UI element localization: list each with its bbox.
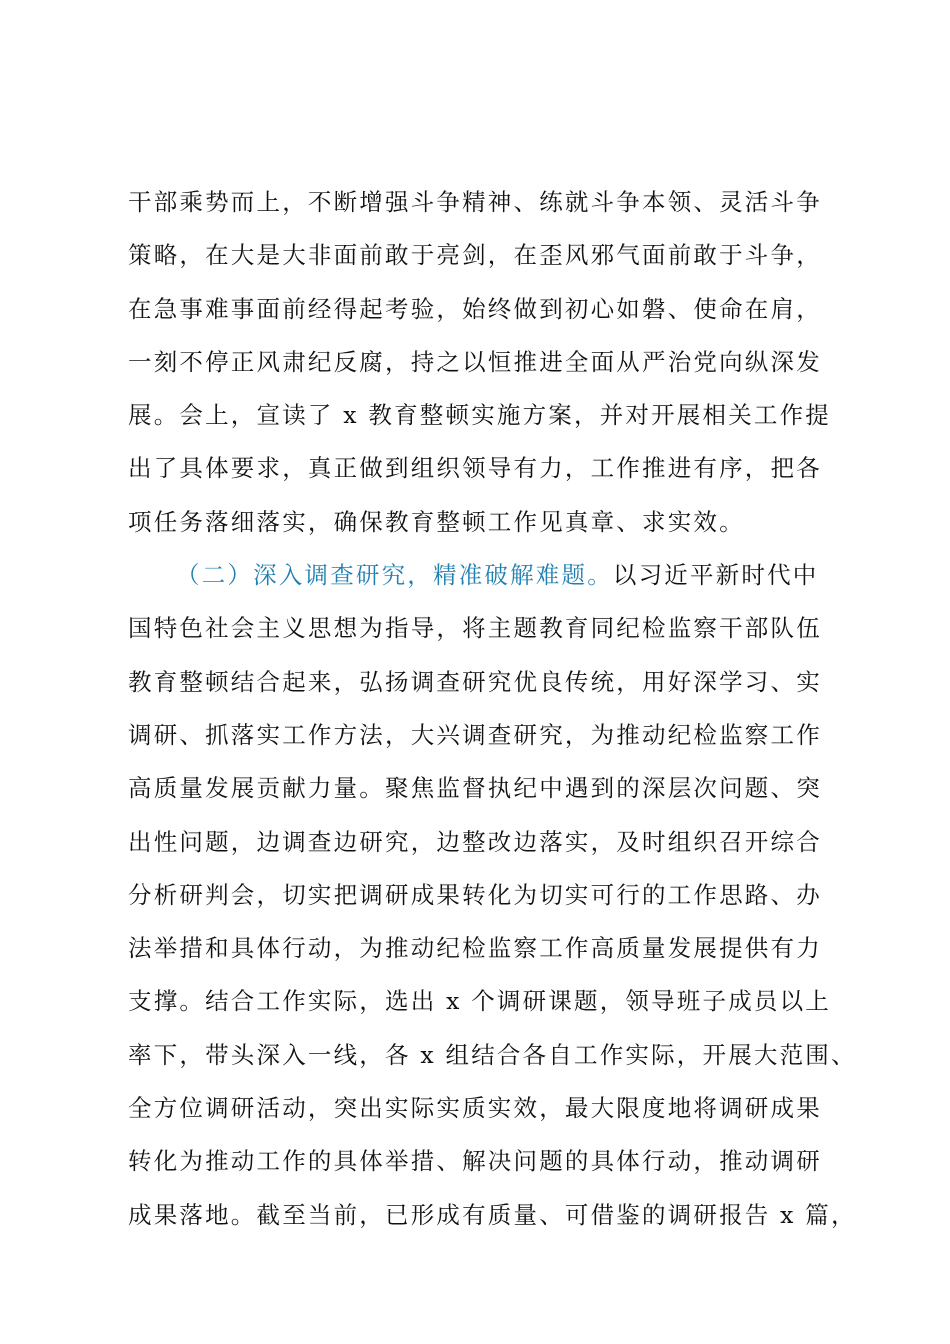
section-2-heading: （二）深入调查研究，精准破解难题。	[176, 561, 613, 590]
section-2-first-line-text: 以习近平新时代中	[612, 561, 819, 590]
text-line: 项任务落细落实，确保教育整顿工作见真章、求实效。	[128, 507, 745, 536]
text-line: 高质量发展贡献力量。聚焦监督执纪中遇到的深层次问题、突	[128, 774, 822, 803]
text-line: 调研、抓落实工作方法，大兴调查研究，为推动纪检监察工作	[128, 720, 822, 749]
text-line: 出了具体要求，真正做到组织领导有力，工作推进有序，把各	[128, 454, 822, 483]
section-2-paragraph	[128, 549, 857, 1242]
text-line: 策略，在大是大非面前敢于亮剑，在歪风邪气面前敢于斗争，	[128, 241, 822, 270]
text-line: 转化为推动工作的具体举措、解决问题的具体行动，推动调研	[128, 1147, 822, 1176]
document-body	[128, 176, 857, 1242]
text-line: 全方位调研活动，突出实际实质实效，最大限度地将调研成果	[128, 1094, 822, 1123]
text-line: 成果落地。截至当前，已形成有质量、可借鉴的调研报告 x 篇，	[128, 1200, 857, 1229]
text-line: 法举措和具体行动，为推动纪检监察工作高质量发展提供有力	[128, 934, 822, 963]
paragraph-continuation	[128, 176, 848, 549]
text-line: 教育整顿结合起来，弘扬调查研究优良传统，用好深学习、实	[128, 667, 822, 696]
text-line: 在急事难事面前经得起考验，始终做到初心如磐、使命在肩，	[128, 294, 822, 323]
text-line: 干部乘势而上，不断增强斗争精神、练就斗争本领、灵活斗争	[128, 188, 822, 216]
text-line: 一刻不停正风肃纪反腐，持之以恒推进全面从严治党向纵深发	[128, 347, 822, 376]
text-line: 出性问题，边调查边研究，边整改边落实，及时组织召开综合	[128, 827, 822, 856]
text-line: 展。会上，宣读了 x 教育整顿实施方案，并对开展相关工作提	[128, 401, 831, 430]
text-line: 国特色社会主义思想为指导，将主题教育同纪检监察干部队伍	[128, 614, 822, 643]
text-line: 分析研判会，切实把调研成果转化为切实可行的工作思路、办	[128, 880, 822, 909]
text-line: 率下，带头深入一线，各 x 组结合各自工作实际，开展大范围、	[128, 1040, 857, 1069]
section-2-first-line	[128, 549, 848, 602]
text-line: 支撑。结合工作实际，选出 x 个调研课题，领导班子成员以上	[128, 987, 831, 1016]
